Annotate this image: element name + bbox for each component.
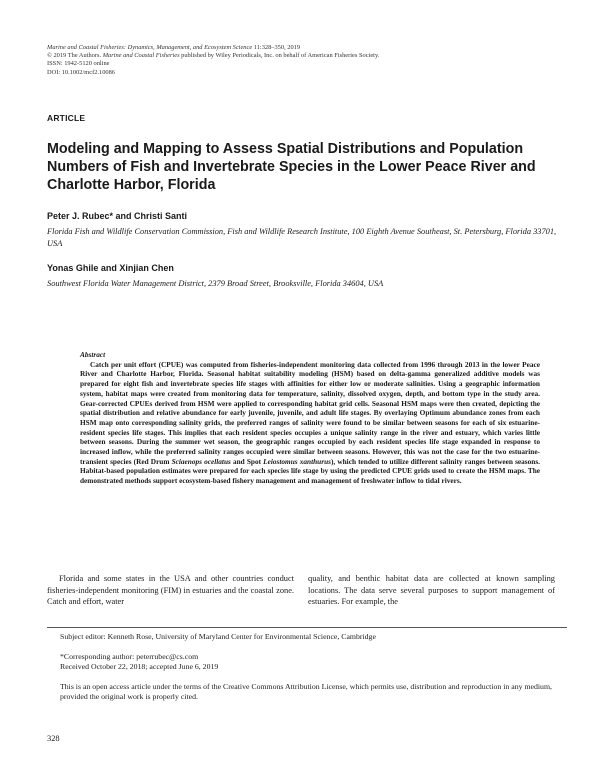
subject-editor: Subject editor: Kenneth Rose, University of Maryland Center for Environmental Science, Cambridge: [60, 632, 376, 641]
journal-header: [47, 44, 567, 77]
page-number: 328: [47, 734, 60, 743]
received-accepted: Received October 22, 2018; accepted June 6, 2019: [60, 662, 219, 671]
abstract-heading: Abstract: [80, 350, 106, 359]
author-affiliation-2: Southwest Florida Water Management District, 2379 Broad Street, Brooksville, Florida 34604, USA: [47, 279, 384, 288]
article-title: Modeling and Mapping to Assess Spatial Distributions and Population Numbers of Fish and Invertebrate Species in the Lower Peace River and Charlotte Harbor, Florida: [47, 141, 536, 193]
author-affiliation-1: Florida Fish and Wildlife Conservation Commission, Fish and Wildlife Research Institute, 100 Eighth Avenue Southeast, St. Petersburg, Florida 33701, USA: [47, 227, 557, 248]
footnote-divider: [47, 627, 567, 628]
corresponding-author: *Corresponding author: peterrubec@cs.com: [60, 652, 199, 661]
copyright-line: © 2019 The Authors. Marine and Coastal Fisheries published by Wiley Periodicals, Inc. on behalf of American Fisheries Society.: [47, 52, 380, 60]
abstract: [80, 350, 540, 486]
body-column-left: Florida and some states in the USA and other countries conduct fisheries-independent monitoring (FIM) in estuaries and the coastal zone. Catch and effort, water: [47, 574, 294, 607]
doi: DOI: 10.1002/mcf2.10086: [47, 68, 115, 76]
journal-citation: Marine and Coastal Fisheries: Dynamics, Management, and Ecosystem Science 11:328–350, 2019: [47, 44, 301, 51]
issn: ISSN: 1942-5120 online: [47, 60, 110, 68]
license-statement: This is an open access article under the terms of the Creative Commons Attribution License, which permits use, distribution and reproduction in any medium, provided the original work is properly cited.: [60, 682, 552, 701]
body-column-right: quality, and benthic habitat data are collected at known sampling locations. The data serve several purposes to support management of estuaries. For example, the: [308, 574, 555, 607]
author-names-1: Peter J. Rubec* and Christi Santi: [47, 211, 188, 221]
author-names-2: Yonas Ghile and Xinjian Chen: [47, 263, 174, 273]
abstract-text: Catch per unit effort (CPUE) was computed from fisheries-independent monitoring data collected from 1996 through 2013 in the lower Peace River and Charlotte Harbor, Florida. Seasonal habitat suitability modeling (HSM) based on delta-gamma generalized additive models was prepared for eight fish and invertebrate species life stages with affinities for either low or moderate salinities. Using a geographic information system, habitat maps were created from monitoring data for temperature, salinity, dissolved oxygen, depth, and bottom type in the study area. Gear-corrected CPUEs derived from HSM were applied to corresponding habitat grid cells. Seasonal HSM maps were then created, depicting the spatial distribution and relative abundance for early juvenile, juvenile, and adult life stages. By overlaying Optimum abundance zones from each HSM map onto corresponding salinity grids, the preferred ranges of salinity were found to be similar between seasons for each of six estuarine-resident species life stages. This implies that each resident species occupies a unique salinity range in the river and estuary, which varies little between seasons. During the summer wet season, the geographic ranges occupied by each resident species life stage expanded in response to increased inflow, while the preferred salinity ranges occupied were similar between seasons. However, this was not the case for the two estuarine-transient species (Red Drum Sciaenops ocellatus and Spot Leiostomus xanthurus), which tended to utilize different salinity ranges between seasons. Habitat-based population estimates were prepared for each species life stage by using the predicted CPUE grids used to create the HSM maps. The demonstrated methods support ecosystem-based fishery management and management of freshwater inflow to tidal rivers.: [80, 359, 541, 486]
article-label: ARTICLE: [47, 113, 86, 123]
